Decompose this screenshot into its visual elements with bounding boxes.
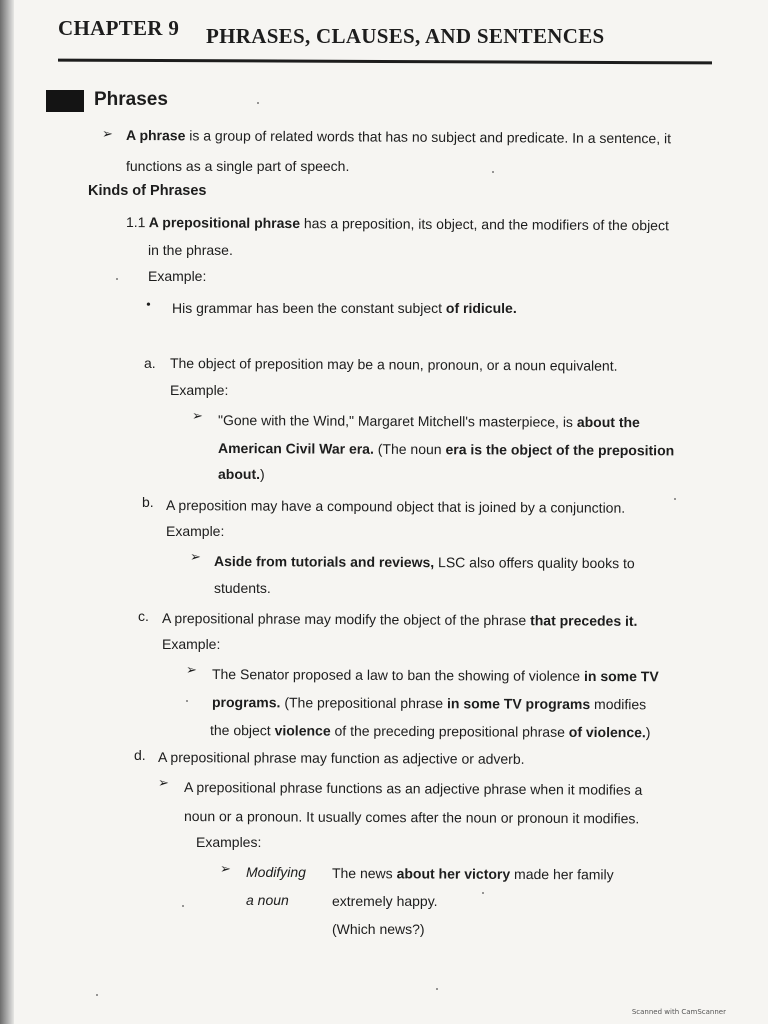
example-news-line-1: The news about her victory made her family — [331, 865, 614, 883]
item-b-marker: b. — [142, 494, 154, 510]
chapter-title: PHRASES, CLAUSES, AND SENTENCES — [206, 24, 605, 48]
scan-speck — [492, 171, 494, 173]
scan-speck — [257, 102, 259, 104]
scan-speck — [674, 498, 676, 500]
scan-speck — [186, 700, 188, 702]
item-d-text: A prepositional phrase may function as adjective or adverb. — [157, 749, 525, 767]
scan-speck — [436, 988, 438, 990]
item-b-example-label: Example: — [166, 523, 225, 539]
bullet-dot-icon: • — [146, 298, 151, 313]
arrow-bullet-icon: ➢ — [102, 127, 113, 142]
example-news-line-3: (Which news?) — [332, 921, 425, 937]
arrow-bullet-icon: ➢ — [220, 862, 231, 877]
item-c-example-line-3: the object violence of the preceding prepositional phrase of violence.) — [209, 722, 651, 741]
scan-speck — [482, 892, 484, 894]
scan-speck — [96, 994, 98, 996]
item-c-example-label: Example: — [162, 636, 221, 652]
definition-line-1: A phrase is a group of related words that has no subject and predicate. In a sentence, it — [125, 127, 672, 147]
prep-example-label: Example: — [148, 268, 207, 284]
arrow-bullet-icon: ➢ — [158, 776, 169, 791]
header-rule — [58, 59, 712, 65]
item-b-example-line-2: students. — [214, 580, 271, 596]
section-marker — [46, 90, 84, 112]
section-title: Phrases — [94, 89, 168, 110]
modifying-label: Modifying — [246, 864, 306, 880]
item-c-example-line-2: programs. (The prepositional phrase in some TV programs modifies — [211, 694, 647, 713]
prep-example-sentence: His grammar has been the constant subject of ridicule. — [172, 300, 517, 316]
noun-label: a noun — [246, 892, 289, 908]
item-a-text: The object of preposition may be a noun, pronoun, or a noun equivalent. — [169, 355, 618, 374]
scanner-watermark: Scanned with CamScanner — [631, 1008, 726, 1016]
item-a-marker: a. — [144, 355, 156, 371]
scan-speck — [182, 905, 184, 907]
item-a-example-line-2: American Civil War era. (The noun era is the object of the preposition — [217, 440, 675, 459]
item-d-examples-label: Examples: — [196, 834, 262, 850]
item-d-bullet-line-2: noun or a pronoun. It usually comes after the noun or pronoun it modifies. — [183, 808, 640, 827]
item-d-marker: d. — [134, 747, 146, 763]
item-a-example-label: Example: — [170, 382, 229, 398]
prep-line-1: 1.1 A prepositional phrase has a preposition, its object, and the modifiers of the object — [125, 214, 669, 234]
item-b-text: A preposition may have a compound object that is joined by a conjunction. — [165, 497, 626, 516]
item-c-example-line-1: The Senator proposed a law to ban the showing of violence in some TV — [211, 666, 659, 685]
scan-speck — [116, 278, 118, 280]
definition-line-2: functions as a single part of speech. — [126, 158, 350, 174]
prep-line-2: in the phrase. — [148, 242, 233, 258]
scan-binding-shadow — [0, 0, 14, 1024]
item-a-example-line-1: "Gone with the Wind," Margaret Mitchell's masterpiece, is about the — [217, 412, 640, 431]
example-news-line-2: extremely happy. — [332, 893, 438, 909]
document-page — [14, 0, 768, 1024]
item-d-bullet-line-1: A prepositional phrase functions as an adjective phrase when it modifies a — [183, 779, 643, 798]
arrow-bullet-icon: ➢ — [190, 550, 201, 565]
item-a-example-line-3: about.) — [218, 466, 265, 482]
kinds-heading: Kinds of Phrases — [88, 183, 207, 199]
item-b-example-line-1: Aside from tutorials and reviews, LSC also offers quality books to — [213, 553, 635, 572]
arrow-bullet-icon: ➢ — [192, 409, 203, 424]
item-c-marker: c. — [138, 608, 149, 624]
chapter-number: CHAPTER 9 — [58, 16, 180, 40]
item-c-text: A prepositional phrase may modify the object of the phrase that precedes it. — [161, 610, 638, 629]
arrow-bullet-icon: ➢ — [186, 663, 197, 678]
